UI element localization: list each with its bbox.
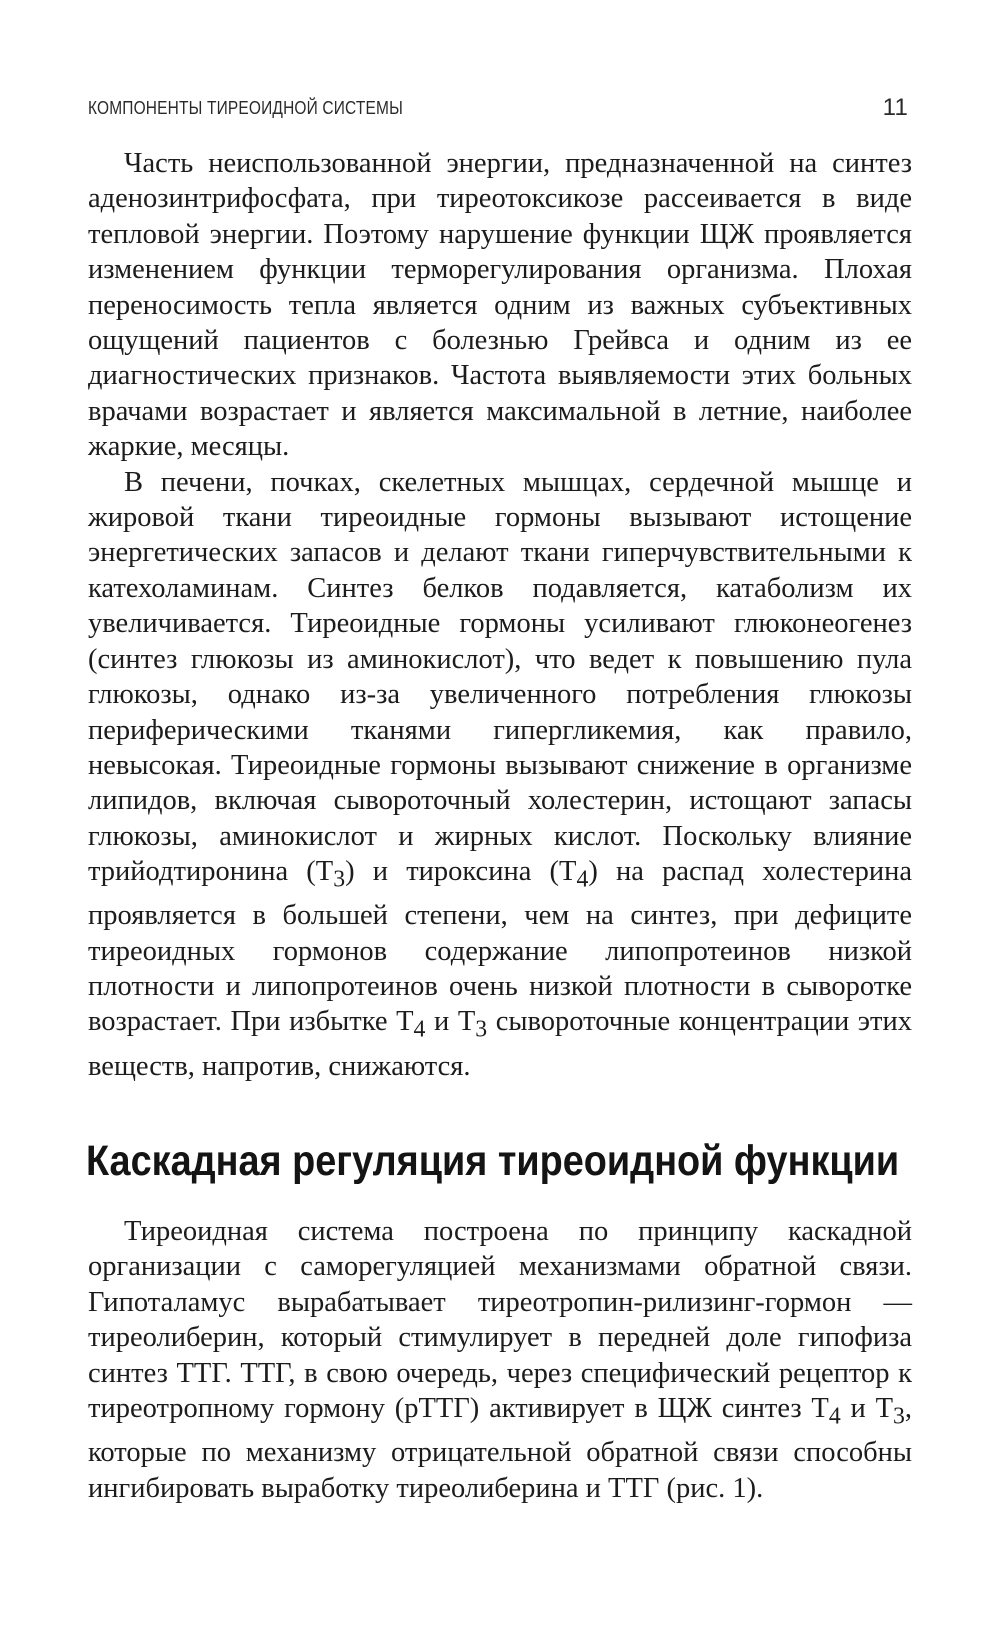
section-heading: Каскадная регуляция тиреоидной функции: [86, 1137, 900, 1185]
paragraph-metabolism-text-3: ) на распад холестерина проявляется в большей степени, чем на синтез, при дефиците тиреоидных гормонов содержание липопротеинов низкой плотности и липопротеинов очень низкой плотности в сыворотке возрастает. При избытке Т: [88, 856, 913, 1038]
body-text-lower: [88, 1214, 912, 1506]
page-number: 11: [882, 94, 908, 121]
running-head: [88, 96, 908, 120]
subscript-t4: 4: [413, 1017, 426, 1044]
subscript-t4: 4: [828, 1403, 841, 1430]
paragraph-cascade-text-1: Тиреоидная система построена по принципу каскадной организации с саморегуляцией механизмами обратной связи. Гипоталамус вырабатывает тиреотропин-рилизинг-гормон — тиреолиберин, который стимулирует в передней доле гипофиза синтез ТТГ. ТТГ, в свою очередь, через специфический рецептор к тиреотропному гормону (рТТГ) активирует в ЩЖ синтез Т: [88, 1216, 912, 1425]
paragraph-cascade-text-3: , которые по механизму отрицательной обратной связи способны ингибировать выработку тиреолиберина и ТТГ (рис. 1).: [88, 1393, 912, 1504]
paragraph-metabolism: [88, 465, 912, 1084]
paragraph-cascade-text-2: и Т: [840, 1393, 893, 1425]
subscript-t3: 3: [333, 866, 346, 893]
paragraph-metabolism-text-4: и Т: [425, 1006, 476, 1038]
paragraph-metabolism-text-1: В печени, почках, скелетных мышцах, сердечной мышце и жировой ткани тиреоидные гормоны вызывают истощение энергетических запасов и делают ткани гиперчувствительными к катехоламинам. Синтез белков подавляется, катаболизм их увеличивается. Тиреоидные гормоны усиливают глюконеогенез (синтез глюкозы из аминокислот), что ведет к повышению пула глюкозы, однако из-за увеличенного потребления глюкозы периферическими тканями гипергликемия, как правило, невысокая. Тиреоидные гормоны вызывают снижение в организме липидов, включая сывороточный холестерин, истощают запасы глюкозы, аминокислот и жирных кислот. Поскольку влияние трийодтиронина (Т: [88, 466, 912, 888]
paragraph-metabolism-text-5: сывороточные концентрации этих веществ, напротив, снижаются.: [88, 1006, 912, 1082]
paragraph-metabolism-text-2: ) и тироксина (Т: [345, 856, 577, 888]
subscript-t3: 3: [475, 1017, 488, 1044]
subscript-t4: 4: [576, 866, 589, 893]
body-text-upper: [88, 146, 912, 1084]
subscript-t3: 3: [893, 1403, 905, 1430]
paragraph-cascade-regulation: [88, 1214, 912, 1506]
paragraph-thermoregulation: Часть неиспользованной энергии, предназначенной на синтез аденозинтрифосфата, при тиреотоксикозе рассеивается в виде тепловой энергии. Поэтому нарушение функции ЩЖ проявляется изменением функции терморегулирования организма. Плохая переносимость тепла является одним из важных субъективных ощущений пациентов с болезнью Грейвса и одним из ее диагностических признаков. Частота выявляемости этих больных врачами возрастает и является максимальной в летние, наиболее жаркие, месяцы.: [88, 148, 912, 463]
running-head-title: КОМПОНЕНТЫ ТИРЕОИДНОЙ СИСТЕМЫ: [88, 98, 403, 118]
